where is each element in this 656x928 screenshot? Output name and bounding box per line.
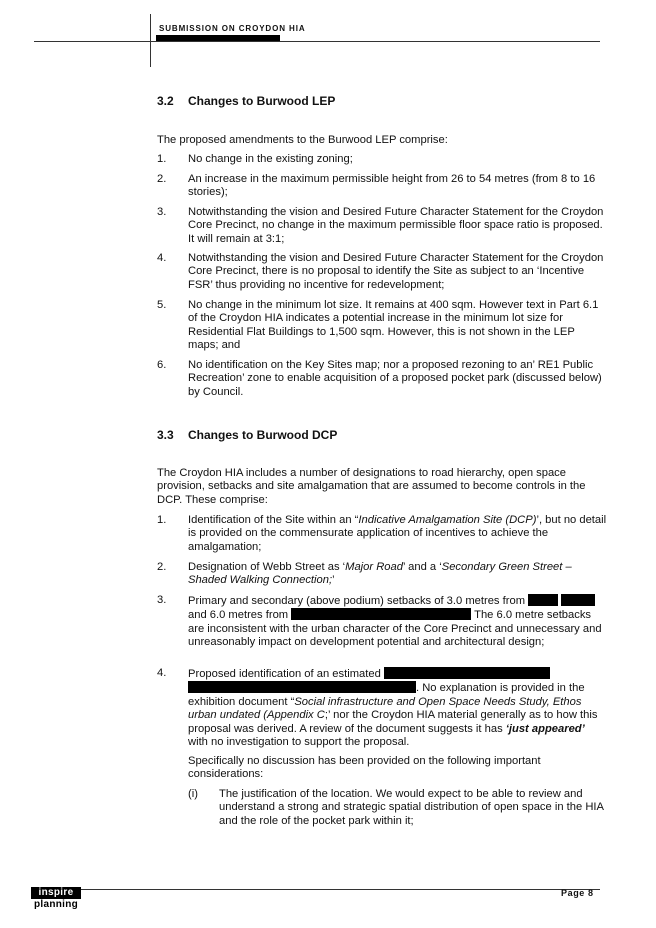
lep-list-item [157, 359, 607, 399]
list-text: No identification on the Key Sites map; nor a proposed rezoning to an’ RE1 Public Recreation’ zone to enable acquisition of a proposed pocket park (discussed below) by Council. [188, 359, 602, 398]
header-accent-bar [156, 35, 280, 41]
list-number: 2. [157, 173, 167, 185]
sub-list-text: The justification of the location. We would expect to be able to review and understand a strong and strategic spatial distribution of open space in the HIA and the role of the pocket park within it; [219, 788, 604, 827]
section-number: 3.2 [157, 94, 174, 108]
list-text: No change in the minimum lot size. It remains at 400 sqm. However text in Part 6.1 of the Croydon HIA indicates a potential increase in the minimum lot size for Residential Flat Buildings to 1,500 sqm. However, this is not shown in the LEP maps; and [188, 299, 599, 352]
list-text: Notwithstanding the vision and Desired Future Character Statement for the Croydon Core Precinct, there is no proposal to identify the Site as subject to an ‘Incentive FSR’ thus providing no incentive for redevelopment; [188, 252, 604, 291]
section-heading-lep [157, 94, 335, 108]
dcp-intro: The Croydon HIA includes a number of designations to road hierarchy, open space provision, setbacks and site amalgamation that are assumed to become controls in the DCP. These comprise: [157, 467, 586, 506]
list-text: Proposed identification of an estimated . No explanation is provided in the exhibition document “Social infrastructure and Open Space Needs Study, Ethos urban undated (Appendix C;’ nor the Croydon HIA material generally as to how this proposal was derived. A review of the document suggests it has ‘just appeared’ with no investigation to support the proposal. [188, 668, 598, 749]
list-number: 6. [157, 359, 167, 371]
lep-list-item [157, 299, 607, 353]
section-title: Changes to Burwood DCP [188, 428, 338, 442]
list-number: 2. [157, 561, 167, 573]
dcp-list-item [157, 667, 607, 749]
list-text: Identification of the Site within an “Indicative Amalgamation Site (DCP)’, but no detail is provided on the commensurate application of incentives to achieve the amalgamation; [188, 514, 607, 553]
list-number: 1. [157, 153, 167, 165]
section-heading-dcp [157, 428, 337, 442]
running-header: SUBMISSION ON CROYDON HIA [159, 24, 306, 33]
list-text: Designation of Webb Street as ‘Major Road’ and a ‘Secondary Green Street – Shaded Walking Connection;’ [188, 561, 572, 587]
section-title: Changes to Burwood LEP [188, 94, 336, 108]
list-text: Notwithstanding the vision and Desired Future Character Statement for the Croydon Core Precinct, no change in the maximum permissible floor space ratio is proposed. It will remain at 3:1; [188, 206, 604, 245]
list-number: 4. [157, 252, 167, 264]
redaction-block [291, 608, 471, 620]
logo-top-text: inspire [31, 887, 81, 899]
list-number: 4. [157, 667, 167, 679]
list-text: No change in the existing zoning; [188, 153, 353, 165]
redaction-block [528, 594, 558, 606]
page-number: Page 8 [561, 888, 594, 898]
lep-list-item [157, 252, 607, 292]
list-number: 3. [157, 594, 167, 606]
lep-intro: The proposed amendments to the Burwood LEP comprise: [157, 134, 448, 146]
sub-list-number: (i) [188, 788, 198, 800]
header-rule [34, 41, 600, 42]
list-number: 5. [157, 299, 167, 311]
list-text: An increase in the maximum permissible height from 26 to 54 metres (from 8 to 16 stories); [188, 173, 596, 199]
section-number: 3.3 [157, 428, 174, 442]
lep-list-item [157, 153, 607, 166]
list-text: Primary and secondary (above podium) setbacks of 3.0 metres from and 6.0 metres from The 6.0 metre setbacks are inconsistent with the urban character of the Core Precinct and unnecessary and unreasonably impact on development potential and architectural design; [188, 595, 602, 649]
dcp-list-item [157, 514, 607, 554]
list-number: 1. [157, 514, 167, 526]
footer-rule [34, 889, 600, 890]
sub-list-item [188, 788, 608, 828]
inspire-planning-logo [31, 887, 81, 911]
lep-list-item [157, 206, 607, 246]
redaction-block [188, 681, 416, 693]
redaction-block [561, 594, 595, 606]
logo-bottom-text: planning [33, 899, 79, 910]
list-number: 3. [157, 206, 167, 218]
dcp-list-item [157, 561, 607, 588]
dcp-list-item [157, 594, 607, 650]
redaction-block [384, 667, 550, 679]
considerations-intro: Specifically no discussion has been provided on the following important considerations: [188, 755, 541, 781]
lep-list-item [157, 173, 607, 200]
